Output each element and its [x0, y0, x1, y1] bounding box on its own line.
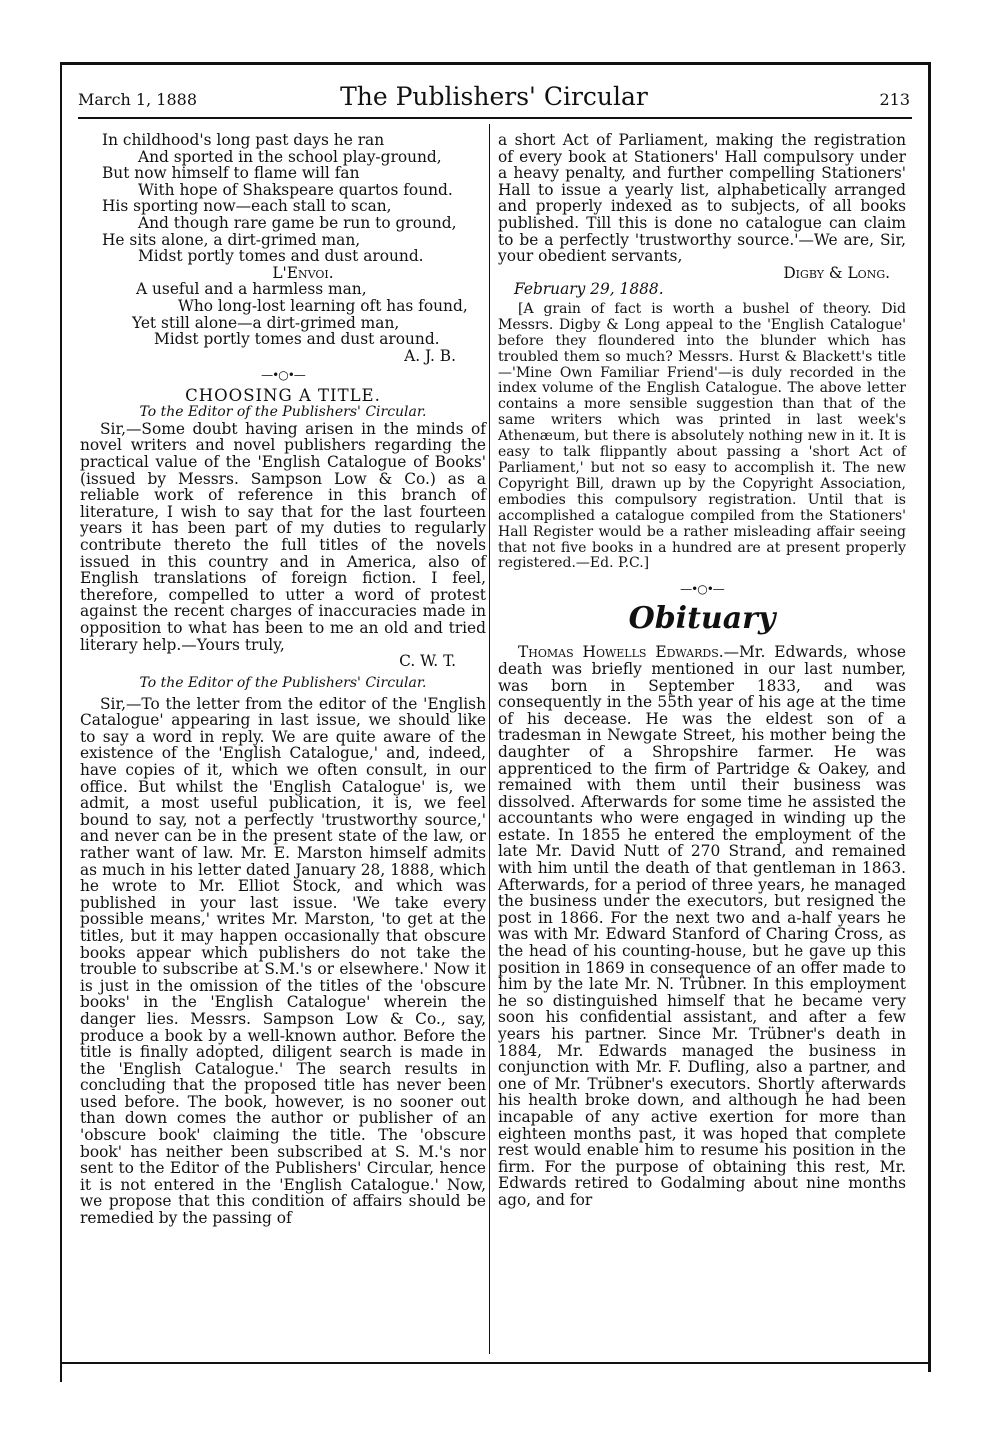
envoi-title: L'Envoi. — [272, 263, 334, 282]
column-divider — [489, 124, 490, 1354]
issue-date: March 1, 1888 — [78, 90, 197, 109]
article-heading: CHOOSING A TITLE. — [185, 386, 381, 406]
left-column — [80, 132, 486, 1227]
poem-line: Midst portly tomes and dust around. — [138, 247, 424, 266]
right-border-rule — [928, 62, 931, 1372]
letter-body-continued: a short Act of Parliament, making the registration of every book at Stationers' Hall compulsory under a heavy penalty, and further compelling Stationers' Hall to issue a yearly list, alphabetically arranged and properly indexed as to subjects, of all books published. Till this is done no catalogue can claim to be a perfectly 'trustworthy source.'—We are, Sir, your obedient servants, — [498, 131, 906, 266]
poem-line: And sported in the school play-ground, — [138, 147, 442, 166]
obituary-heading: Obituary — [628, 601, 776, 637]
separator-ornament: —•○•— — [261, 368, 305, 383]
separator-ornament: —•○•— — [680, 582, 724, 597]
poem-signature: A. J. B. — [404, 346, 456, 365]
poem-line: He sits alone, a dirt-grimed man, — [102, 230, 361, 249]
page-header — [78, 80, 910, 114]
poem-line: With hope of Shakspeare quartos found. — [138, 180, 453, 199]
obituary-body — [498, 644, 906, 1208]
envoi-line: Yet still alone—a dirt-grimed man, — [132, 313, 400, 332]
poem-line: In childhood's long past days he ran — [102, 131, 385, 149]
letter-date: February 29, 1888. — [514, 280, 664, 299]
top-border-rule — [62, 62, 930, 65]
letter-body: Sir,—Some doubt having arisen in the minds of novel writers and novel publishers regarding the practical value of the 'English Catalogue of Books' (issued by Messrs. Sampson Low & Co.) as a reliable work of reference in this branch of literature, I wish to say that for the last fourteen years it has been part of my duties to regularly contribute thereto the full titles of the novels issued in this country and in America, also of English translations of foreign fiction. I feel, therefore, compelled to utter a word of protest against the recent charges of inaccuracies made in opposition to what has been to me an old and tried literary help.—Yours truly, — [80, 419, 486, 654]
header-underline — [78, 117, 912, 119]
masthead-title: The Publishers' Circular — [340, 82, 648, 111]
obituary-name: Thomas Howells Edwards. — [518, 643, 724, 662]
letter-body: Sir,—To the letter from the editor of the 'English Catalogue' appearing in last issue, we should like to say a word in reply. We are quite aware of the existence of the 'English Catalogue,' and, indeed, have copies of it, which we often consult, in our office. But whilst the 'English Catalogue' is, we admit, a most useful publication, it is, we feel bound to say, not a perfectly 'trustworthy source,' and never can be in the present state of the law, or rather want of law. Mr. E. Marston himself admits as much in his letter dated January 28, 1888, which he wrote to Mr. Elliot Stock, and which was published in your last issue. 'We take every possible means,' writes Mr. Marston, 'to get at the titles, but it may happen occasionally that obscure books appear which publishers do not take the trouble to subscribe at S.M.'s or elsewhere.' Now it is just in the omission of the titles of the 'obscure books' in the 'English Catalogue' wherein the danger lies. Messrs. Sampson Low & Co., say, produce a book by a well-known author. Before the title is finally adopted, diligent search is made in the 'English Catalogue.' The search results in concluding that the proposed title has never been used before. The book, however, is no sooner out than down comes the author or publisher of an 'obscure book' claiming the title. The 'obscure book' has neither been subscribed at S. M.'s nor sent to the Editor of the Publishers' Circular, hence it is not entered in the 'English Catalogue.' Now, we propose that this condition of affairs should be remedied by the passing of — [80, 694, 486, 1228]
left-border-rule — [60, 62, 62, 1382]
envoi-line: A useful and a harmless man, — [136, 280, 367, 299]
obituary-text: —Mr. Edwards, whose death was briefly mentioned in our last number, was born in September 1833, and was consequently in the 55th year of his age at the time of his decease. He was the eldest son of a tradesman in Newgate Street, his mother being the daughter of a Shropshire farmer. He was apprenticed to the firm of Partridge & Oakey, and remained with them until their business was dissolved. Afterwards for some time he assisted the accountants who were engaged in winding up the estate. In 1855 he entered the employment of the late Mr. David Nutt of 270 Strand, and remained with him until the death of that gentleman in 1863. Afterwards, for a period of three years, he managed the business under the executors, but resigned the post in 1866. For the next two and a-half years he was with Mr. Edward Stanford of Charing Cross, as the head of his counting-house, but he gave up this position in 1869 in consequence of an offer made to him by the late Mr. N. Trübner. In this employment he so distinguished himself that he became very soon his confidential assistant, and after a few years his partner. Since Mr. Trübner's death in 1884, Mr. Edwards managed the business in conjunction with Mr. F. Dufling, also a partner, and one of Mr. Trübner's executors. Shortly afterwards his health broke down, and although he had been incapable of any active exertion for more than eighteen months past, it was hoped that complete rest would enable him to resume his position in the firm. For the purpose of obtaining this rest, Mr. Edwards retired to Godalming about nine months ago, and for — [498, 643, 906, 1209]
poem-line: His sporting now—each stall to scan, — [102, 197, 392, 216]
letter-signature: C. W. T. — [399, 652, 456, 671]
envoi-line: Midst portly tomes and dust around. — [154, 330, 440, 349]
letter-address: To the Editor of the Publishers' Circular. — [139, 403, 427, 420]
envoi-line: Who long-lost learning oft has found, — [178, 296, 468, 315]
poem-line: And though rare game be run to ground, — [138, 213, 457, 232]
page-number: 213 — [879, 90, 910, 109]
poem — [80, 132, 486, 364]
editor-note: [A grain of fact is worth a bushel of theory. Did Messrs. Digby & Long appeal to the 'English Catalogue' before they floundered into the blunder which has troubled them so much? Messrs. Hurst & Blackett's title—'Mine Own Familiar Friend'—is duly recorded in the index volume of the English Catalogue. The above letter contains a more sensible suggestion than that of the same writers which was printed in last week's Athenæum, but there is absolutely nothing new in it. It is easy to talk flippantly about passing a 'short Act of Parliament,' but not so easy to accomplish it. The new Copyright Bill, drawn up by the Copyright Association, embodies this compulsory registration. Until that is accomplished a catalogue compiled from the Stationers' Hall Register would be a rather misleading affair seeing that not five books in a hundred are at present properly registered.—Ed. P.C.] — [498, 300, 906, 572]
letter-signature: Digby & Long. — [783, 263, 890, 282]
letter-address: To the Editor of the Publishers' Circular. — [139, 674, 427, 691]
bottom-border-rule — [62, 1362, 930, 1364]
poem-line: But now himself to flame will fan — [102, 164, 360, 183]
right-column — [498, 132, 906, 1209]
